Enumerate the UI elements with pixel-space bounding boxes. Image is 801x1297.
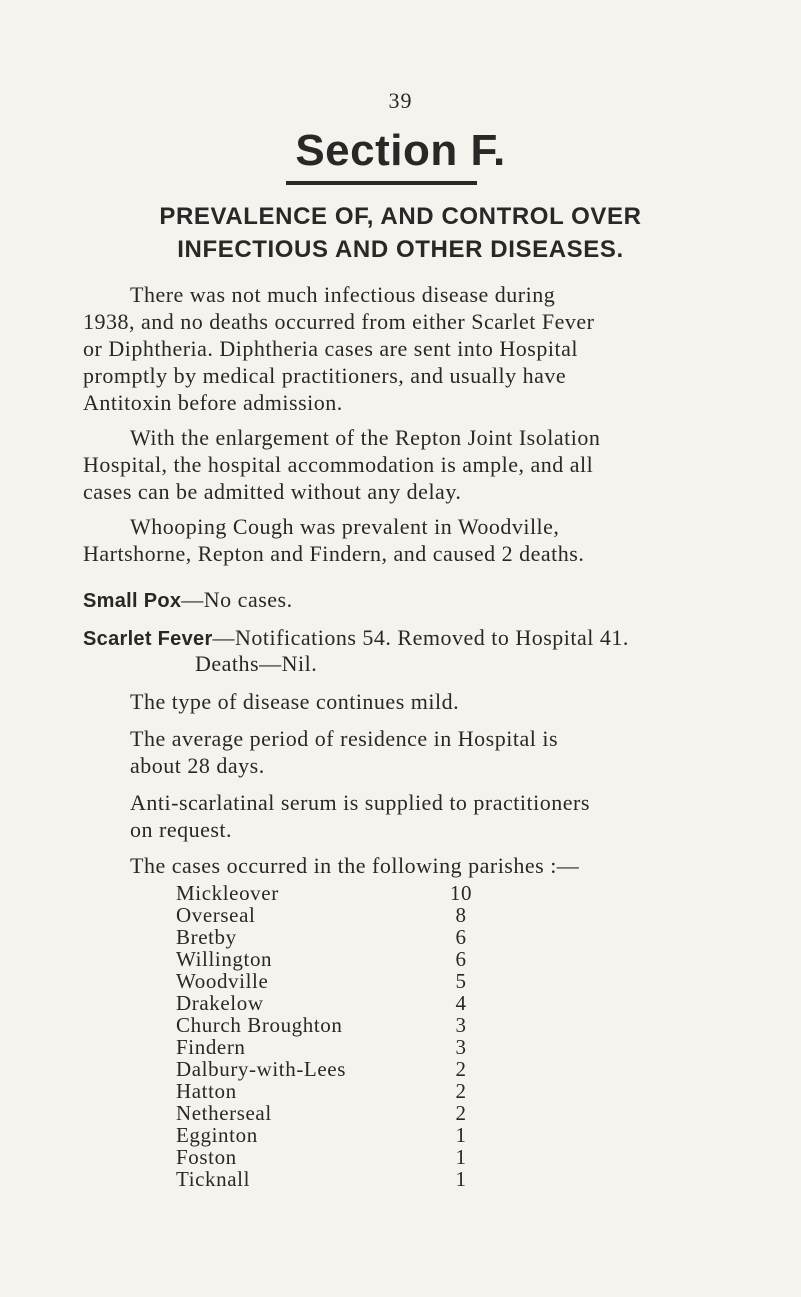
parish-name: Findern [176,1035,246,1059]
small-pox-text: —No cases. [181,587,293,612]
parish-count: 2 [455,1057,467,1081]
small-pox-entry [83,586,763,615]
heading-line-1: PREVALENCE OF, AND CONTROL OVER [159,203,642,230]
parish-count: 3 [455,1035,467,1059]
paragraph-line: The average period of residence in Hospital is [130,726,559,751]
paragraph-line: about 28 days. [130,753,265,778]
table-row [176,992,496,1014]
paragraph-line: Hartshorne, Repton and Findern, and caused 2 deaths. [83,541,585,566]
parish-name: Mickleover [176,881,279,905]
title-underline [286,181,477,185]
paragraph-line: cases can be admitted without any delay. [83,479,462,504]
paragraph-line: or Diphtheria. Diphtheria cases are sent into Hospital [83,336,578,361]
small-pox-label: Small Pox [83,590,182,612]
parish-count: 8 [455,903,467,927]
parish-name: Hatton [176,1079,237,1103]
parish-count: 10 [449,881,473,905]
scarlet-fever-type: The type of disease continues mild. [130,689,460,714]
scarlet-fever-entry [83,624,763,653]
paragraph-line: With the enlargement of the Repton Joint Isolation [130,425,601,450]
paragraph-line: Anti-scarlatinal serum is supplied to practitioners [130,790,590,815]
paragraph-line: Antitoxin before admission. [83,390,343,415]
parish-name: Bretby [176,925,237,949]
table-row [176,926,496,948]
table-row [176,970,496,992]
parish-count: 1 [455,1123,467,1147]
scarlet-fever-text: —Notifications 54. Removed to Hospital 41. [212,625,629,650]
paragraph-line: There was not much infectious disease during [130,282,556,307]
parish-table [176,882,496,1190]
parish-name: Church Broughton [176,1013,343,1037]
parish-count: 6 [455,947,467,971]
parish-name: Ticknall [176,1167,251,1191]
table-row [176,882,496,904]
table-row [176,1058,496,1080]
parishes-intro: The cases occurred in the following parishes :— [130,853,580,878]
parish-count: 4 [455,991,467,1015]
heading-line-2: INFECTIOUS AND OTHER DISEASES. [177,236,624,263]
document-heading [60,200,741,266]
parish-name: Foston [176,1145,237,1169]
paragraph-line: 1938, and no deaths occurred from either Scarlet Fever [83,309,595,334]
parish-name: Woodville [176,969,269,993]
parish-name: Netherseal [176,1101,272,1125]
paragraph-line: Whooping Cough was prevalent in Woodville, [130,514,560,539]
section-title: Section F. [295,126,506,175]
parish-count: 5 [455,969,467,993]
table-row [176,1036,496,1058]
table-row [176,948,496,970]
scarlet-fever-deaths: Deaths—Nil. [195,651,318,676]
table-row [176,1146,496,1168]
paragraph-line: on request. [130,817,233,842]
parish-name: Dalbury-with-Lees [176,1057,346,1081]
paragraph-whooping-cough [83,513,743,567]
parish-count: 6 [455,925,467,949]
paragraph-line: Hospital, the hospital accommodation is ample, and all [83,452,594,477]
parish-name: Egginton [176,1123,258,1147]
table-row [176,904,496,926]
scarlet-fever-residence [130,725,743,779]
parish-name: Drakelow [176,991,264,1015]
scarlet-fever-label: Scarlet Fever [83,628,213,650]
parish-count: 1 [455,1145,467,1169]
paragraph-line: promptly by medical practitioners, and usually have [83,363,567,388]
paragraph-infectious-disease [83,281,743,416]
parish-count: 1 [455,1167,467,1191]
table-row [176,1102,496,1124]
parish-count: 2 [455,1101,467,1125]
table-row [176,1080,496,1102]
table-row [176,1168,496,1190]
parish-count: 3 [455,1013,467,1037]
table-row [176,1014,496,1036]
page-number: 39 [388,88,413,113]
table-row [176,1124,496,1146]
parish-name: Overseal [176,903,256,927]
scarlet-fever-serum [130,789,743,843]
parish-count: 2 [455,1079,467,1103]
paragraph-isolation-hospital [83,424,743,505]
parish-name: Willington [176,947,273,971]
